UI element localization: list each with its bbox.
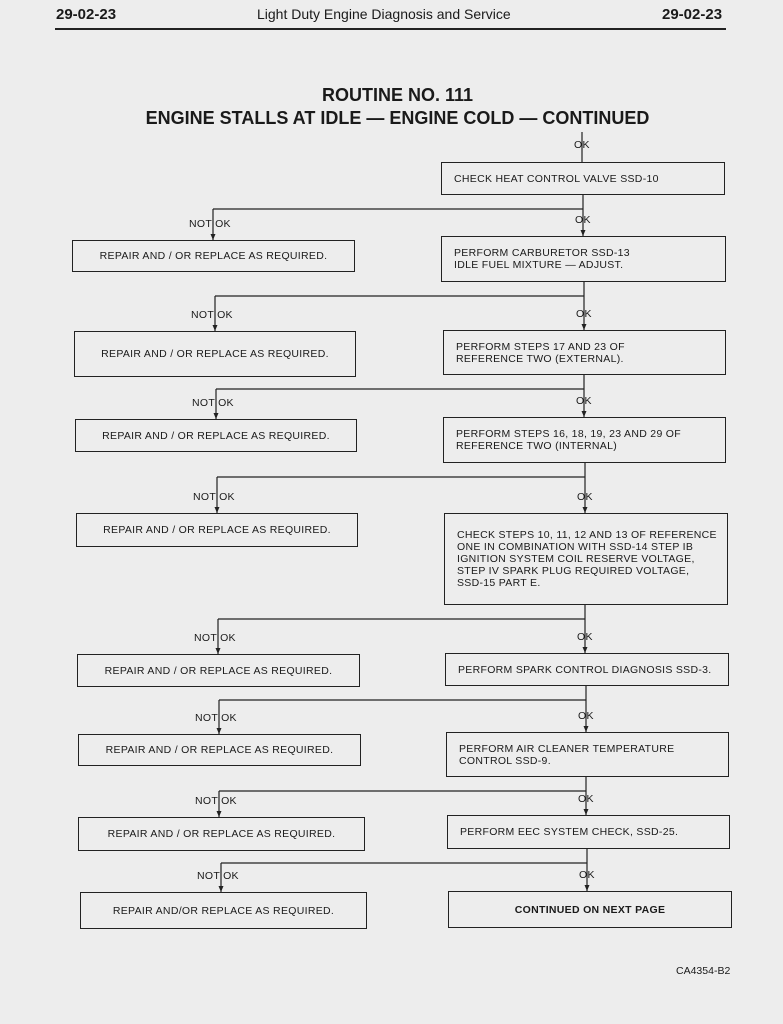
check-step-box-text: CHECK HEAT CONTROL VALVE SSD-10	[454, 172, 659, 185]
repair-box-text: REPAIR AND/OR REPLACE AS REQUIRED.	[112, 904, 335, 917]
not-ok-label: NOT OK	[192, 397, 234, 409]
repair-box	[77, 654, 360, 687]
continued-box	[448, 891, 732, 928]
check-step-box	[441, 236, 726, 282]
repair-box-text: REPAIR AND / OR REPLACE AS REQUIRED.	[99, 250, 328, 262]
repair-box-text: REPAIR AND / OR REPLACE AS REQUIRED.	[104, 664, 333, 677]
ok-label-top: OK	[574, 139, 590, 151]
ok-label: OK	[577, 491, 593, 503]
not-ok-label: NOT OK	[194, 632, 236, 644]
not-ok-label: NOT OK	[195, 712, 237, 724]
check-step-box	[445, 653, 729, 686]
ok-label: OK	[578, 710, 594, 722]
check-step-box-text: PERFORM AIR CLEANER TEMPERATURE CONTROL SSD-9.	[459, 742, 675, 767]
ok-label: OK	[576, 308, 592, 320]
check-step-box-text: PERFORM STEPS 17 AND 23 OF REFERENCE TWO (EXTERNAL).	[456, 340, 625, 365]
continued-box-text: CONTINUED ON NEXT PAGE	[514, 903, 666, 916]
ok-label: OK	[576, 395, 592, 407]
check-step-box	[443, 417, 726, 463]
repair-box	[78, 734, 361, 766]
running-header-title: Light Duty Engine Diagnosis and Service	[257, 6, 511, 22]
ok-label: OK	[575, 214, 591, 226]
routine-title: ROUTINE NO. 111	[321, 85, 474, 105]
repair-box-text: REPAIR AND / OR REPLACE AS REQUIRED.	[103, 524, 331, 536]
routine-subtitle: ENGINE STALLS AT IDLE — ENGINE COLD — CONTINUED	[145, 108, 650, 128]
repair-box-text: REPAIR AND / OR REPLACE AS REQUIRED.	[102, 429, 330, 442]
repair-box	[80, 892, 367, 929]
repair-box-text: REPAIR AND / OR REPLACE AS REQUIRED.	[101, 348, 329, 360]
check-step-box	[446, 732, 729, 777]
check-step-box	[444, 513, 728, 605]
repair-box	[75, 419, 357, 452]
check-step-box-text: PERFORM STEPS 16, 18, 19, 23 AND 29 OF REFERENCE TWO (INTERNAL)	[456, 428, 681, 452]
check-step-box	[447, 815, 730, 849]
repair-box-text: REPAIR AND / OR REPLACE AS REQUIRED.	[107, 828, 336, 840]
figure-code: CA4354-B2	[676, 965, 731, 977]
page-number-right: 29-02-23	[662, 6, 723, 23]
repair-box	[76, 513, 358, 547]
check-step-box	[441, 162, 725, 195]
page-number-left: 29-02-23	[56, 6, 117, 23]
not-ok-label: NOT OK	[189, 218, 231, 230]
repair-box	[74, 331, 356, 377]
ok-label: OK	[578, 793, 594, 805]
repair-box	[78, 817, 365, 851]
check-step-box-text: PERFORM SPARK CONTROL DIAGNOSIS SSD-3.	[458, 663, 712, 676]
check-step-box-text: CHECK STEPS 10, 11, 12 AND 13 OF REFERENCE ONE IN COMBINATION WITH SSD-14 STEP IB IGNITION SYSTEM COIL RESERVE VOLTAGE, STEP IV SPARK PLUG REQUIRED VOLTAGE, SSD-15 PART E.	[457, 529, 717, 589]
not-ok-label: NOT OK	[197, 870, 239, 882]
check-step-box-text: PERFORM CARBURETOR SSD-13 IDLE FUEL MIXTURE — ADJUST.	[454, 247, 630, 271]
not-ok-label: NOT OK	[191, 309, 233, 321]
check-step-box	[443, 330, 726, 375]
not-ok-label: NOT OK	[193, 491, 235, 503]
ok-label: OK	[579, 869, 595, 881]
repair-box	[72, 240, 355, 272]
not-ok-label: NOT OK	[195, 795, 237, 807]
repair-box-text: REPAIR AND / OR REPLACE AS REQUIRED.	[105, 744, 334, 756]
ok-label: OK	[577, 631, 593, 643]
check-step-box-text: PERFORM EEC SYSTEM CHECK, SSD-25.	[460, 826, 679, 838]
